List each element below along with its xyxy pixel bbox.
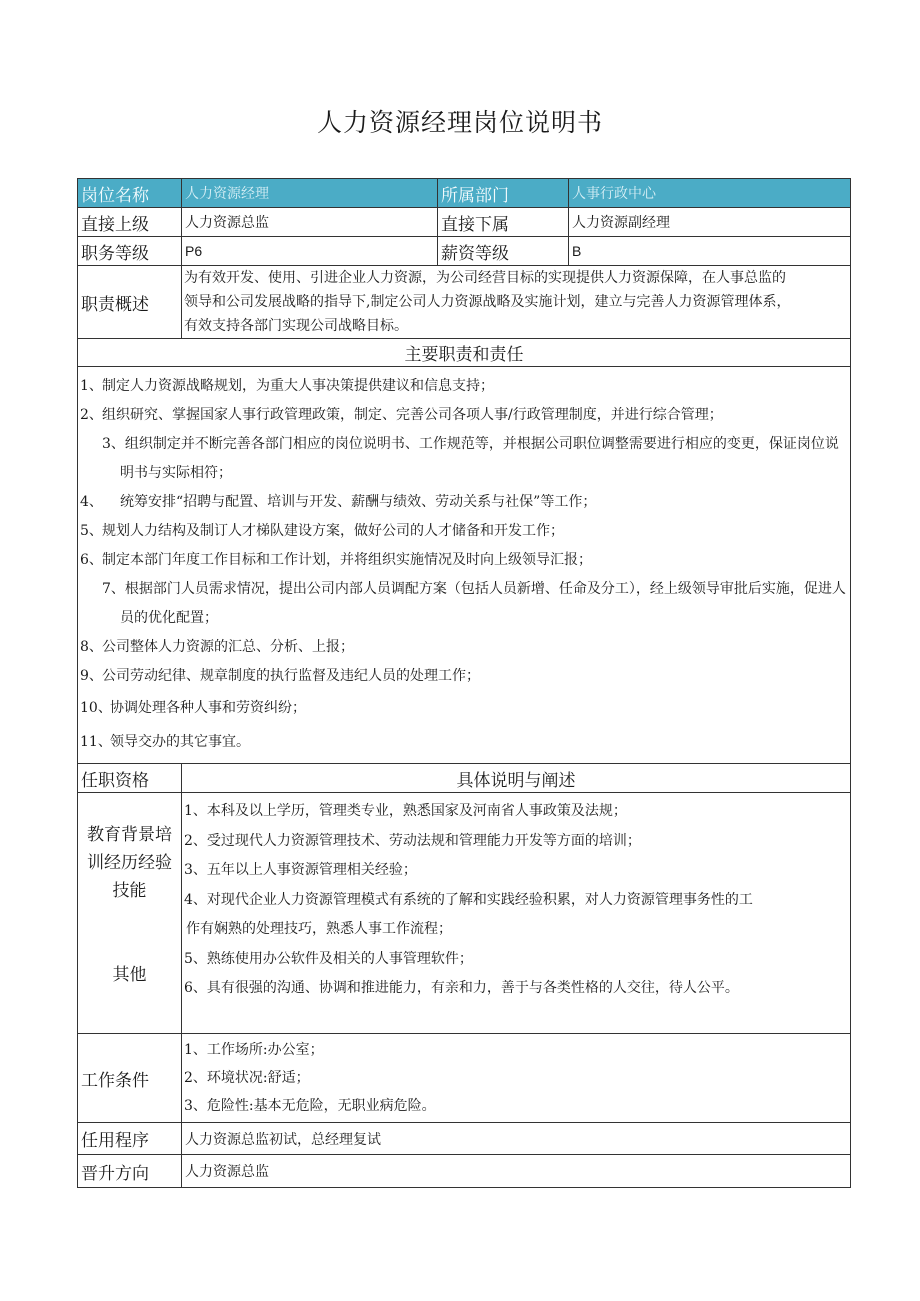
- promotion-value: 人力资源总监: [182, 1155, 851, 1188]
- salary-label: 薪资等级: [438, 237, 569, 266]
- job-description-form: [77, 178, 850, 1188]
- subordinate-label: 直接下属: [438, 208, 569, 237]
- duty-item: 4、 统筹安排“招聘与配置、培训与开发、薪酬与绩效、劳动关系与社保”等工作；: [80, 494, 597, 510]
- duty-item: 10、 协调处理各种人事和劳资纠纷；: [80, 700, 306, 716]
- qualifications-heading-row: [78, 764, 851, 793]
- superior-label: 直接上级: [78, 208, 182, 237]
- appointment-value: 人力资源总监初试，总经理复试: [182, 1123, 851, 1155]
- position-label: 岗位名称: [78, 179, 182, 208]
- summary-line: 领导和公司发展战略的指导下,制定公司人力资源战略及实施计划，建立与完善人力资源管理体系，: [184, 294, 791, 310]
- dept-label: 所属部门: [438, 179, 569, 208]
- qualification-item: 5、熟练使用办公软件及相关的人事管理软件；: [184, 950, 473, 967]
- duty-item: 11、 领导交办的其它事宜。: [80, 734, 250, 750]
- appointment-row: [78, 1123, 851, 1155]
- duty-item: 3、组织制定并不断完善各部门相应的岗位说明书、工作规范等，并根据公司职位调整需要进行相应的变更，保证岗位说明书与实际相符；: [102, 436, 839, 481]
- dept-value: 人事行政中心: [569, 179, 851, 208]
- duty-item: 8、 公司整体人力资源的汇总、分析、上报；: [80, 639, 354, 655]
- conditions-label: 工作条件: [78, 1034, 182, 1123]
- qualifications-row: [78, 793, 851, 1034]
- summary-line: 有效支持各部门实现公司战略目标。: [184, 318, 408, 334]
- condition-item: 1、工作场所:办公室；: [184, 1042, 324, 1058]
- promotion-label: 晋升方向: [78, 1155, 182, 1188]
- conditions-list: [182, 1034, 851, 1123]
- qualification-item: 6、具有很强的沟通、协调和推进能力，有亲和力，善于与各类性格的人交往，待人公平。: [184, 980, 739, 996]
- summary-text: [182, 266, 851, 339]
- summary-row: [78, 266, 851, 339]
- condition-item: 3、危险性:基本无危险，无职业病危险。: [184, 1098, 436, 1114]
- duties-heading: 主要职责和责任: [78, 339, 851, 367]
- summary-line: 为有效开发、使用、引进企业人力资源，为公司经营目标的实现提供人力资源保障，在人事总监的: [184, 270, 786, 286]
- position-value: 人力资源经理: [182, 179, 438, 208]
- salary-value: B: [569, 237, 851, 266]
- promotion-row: [78, 1155, 851, 1188]
- duties-list: [78, 367, 851, 764]
- duty-item: 1、 制定人力资源战略规划，为重大人事决策提供建议和信息支持；: [80, 378, 494, 394]
- superior-row: [78, 208, 851, 237]
- duties-row: [78, 367, 851, 764]
- qualifications-other-label: 其他: [112, 965, 147, 985]
- grade-value: P6: [182, 237, 438, 266]
- qualifications-label: 任职资格: [78, 764, 182, 793]
- duties-heading-row: [78, 339, 851, 367]
- grade-row: [78, 237, 851, 266]
- job-description-table: [77, 178, 851, 1188]
- qualification-item: 作有娴熟的处理技巧，熟悉人事工作流程；: [186, 921, 452, 937]
- page-title: 人力资源经理岗位说明书: [316, 108, 603, 137]
- qualifications-list: [182, 793, 851, 1034]
- duty-item: 9、 公司劳动纪律、规章制度的执行监督及违纪人员的处理工作；: [80, 668, 480, 684]
- qualifications-heading: 具体说明与阐述: [182, 764, 851, 793]
- appointment-label: 任用程序: [78, 1123, 182, 1155]
- subordinate-value: 人力资源副经理: [569, 208, 851, 237]
- conditions-row: [78, 1034, 851, 1123]
- summary-label: 职责概述: [78, 266, 182, 339]
- qualifications-category-line: 训经历经验: [87, 853, 172, 873]
- qualification-item: 1、本科及以上学历，管理类专业，熟悉国家及河南省人事政策及法规；: [184, 803, 627, 819]
- superior-value: 人力资源总监: [182, 208, 438, 237]
- qualification-item: 2、受过现代人力资源管理技术、劳动法规和管理能力开发等方面的培训；: [184, 832, 641, 849]
- qualifications-category: [78, 793, 182, 1034]
- duty-item: 6、 制定本部门年度工作目标和工作计划，并将组织实施情况及时向上级领导汇报；: [80, 552, 592, 568]
- duty-item: 2、 组织研究、掌握国家人事行政管理政策，制定、完善公司各项人事/行政管理制度，并进行综合管理；: [80, 407, 723, 423]
- grade-label: 职务等级: [78, 237, 182, 266]
- qualification-item: 4、对现代企业人力资源管理模式有系统的了解和实践经验积累，对人力资源管理事务性的工: [184, 891, 753, 908]
- qualifications-category-line: 技能: [112, 881, 147, 901]
- qualification-item: 3、五年以上人事资源管理相关经验；: [184, 862, 417, 878]
- condition-item: 2、环境状况:舒适；: [184, 1070, 310, 1086]
- qualifications-category-line: 教育背景培: [87, 825, 172, 845]
- duty-item: 7、根据部门人员需求情况，提出公司内部人员调配方案（包括人员新增、任命及分工），经上级领导审批后实施，促进人员的优化配置；: [102, 581, 846, 626]
- duty-item: 5、 规划人力结构及制订人才梯队建设方案，做好公司的人才储备和开发工作；: [80, 523, 564, 539]
- header-row: [78, 179, 851, 208]
